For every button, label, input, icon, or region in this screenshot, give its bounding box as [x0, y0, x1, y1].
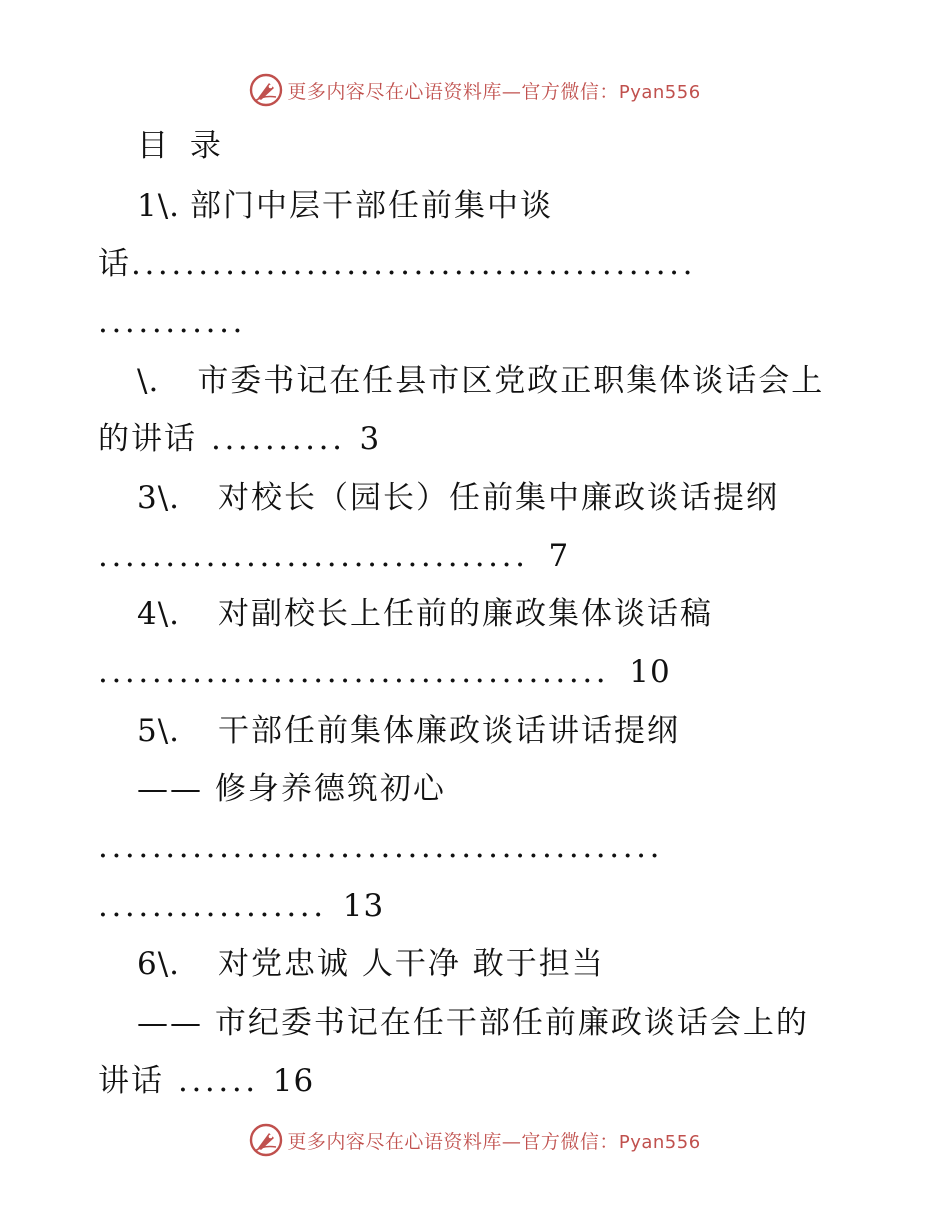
- toc-page-number: 3: [359, 421, 381, 457]
- watermark-text: 更多内容尽在心语资料库—官方微信：Pyan556: [287, 80, 701, 103]
- toc-leader-dots: ......................................: [98, 654, 610, 690]
- toc-item-title: 市委书记在任县市区党政正职集体谈话会上: [197, 363, 825, 399]
- toc-item-title: 对副校长上任前的廉政集体谈话稿: [218, 596, 714, 632]
- toc-item-6[interactable]: [137, 944, 605, 984]
- toc-leader-dots: ......: [178, 1063, 259, 1099]
- toc-leader-dots: ..........: [211, 421, 346, 457]
- toc-page-number: 10: [629, 654, 671, 690]
- toc-item-5-dots-line: [98, 827, 663, 867]
- toc-item-3[interactable]: [137, 478, 779, 518]
- watermark-banner-bottom: [0, 1120, 950, 1160]
- toc-item-3-line2: [98, 536, 569, 576]
- toc-item-2-line2: [98, 419, 380, 459]
- toc-item-title: 部门中层干部任前集中谈: [190, 188, 554, 224]
- toc-item-4[interactable]: [137, 594, 713, 634]
- toc-item-title: 干部任前集体廉政谈话讲话提纲: [218, 713, 681, 749]
- toc-leader-dots: ...........: [98, 304, 246, 340]
- toc-item-6-subtitle: —— 市纪委书记在任干部任前廉政谈话会上的: [137, 1005, 809, 1041]
- toc-item-number: \.: [137, 363, 160, 399]
- toc-page-number: 16: [272, 1063, 315, 1099]
- toc-page-number: 7: [548, 538, 570, 574]
- toc-item-title-cont: 讲话: [98, 1063, 164, 1099]
- toc-item-1[interactable]: [137, 186, 553, 226]
- watermark-banner-top: [0, 70, 950, 110]
- toc-leader-dots: ................................: [98, 538, 529, 574]
- toc-leader-dots: .................: [98, 888, 327, 924]
- toc-leader-dots: ..........................................: [131, 246, 697, 282]
- toc-item-1-line2: [98, 244, 696, 284]
- toc-item-5[interactable]: [137, 711, 680, 751]
- toc-item-title: 对校长（园长）任前集中廉政谈话提纲: [218, 480, 780, 516]
- toc-item-title-cont: 话: [98, 246, 131, 282]
- toc-item-number: 5\.: [137, 713, 181, 749]
- toc-item-5-line4: [98, 886, 384, 926]
- toc-item-6-line3: [98, 1061, 314, 1101]
- pen-nib-logo-icon: [249, 1123, 283, 1157]
- toc-item-number: 1\.: [137, 188, 181, 224]
- pen-nib-logo-icon: [249, 73, 283, 107]
- toc-item-5-subtitle: —— 修身养德筑初心: [137, 771, 446, 807]
- toc-heading: 目 录: [137, 128, 227, 164]
- toc-item-number: 3\.: [137, 480, 181, 516]
- toc-item-2[interactable]: [137, 361, 824, 401]
- toc-item-title-cont: 的讲话: [98, 421, 197, 457]
- toc-leader-dots: ..........................................: [98, 829, 664, 865]
- toc-page-number: 13: [342, 888, 385, 924]
- toc-item-1-line3: [98, 302, 246, 342]
- toc-item-number: 6\.: [137, 946, 181, 982]
- toc-item-title: 对党忠诚 人干净 敢于担当: [218, 946, 605, 982]
- watermark-text: 更多内容尽在心语资料库—官方微信：Pyan556: [287, 1130, 701, 1153]
- toc-item-number: 4\.: [137, 596, 181, 632]
- toc-item-4-line2: [98, 652, 671, 692]
